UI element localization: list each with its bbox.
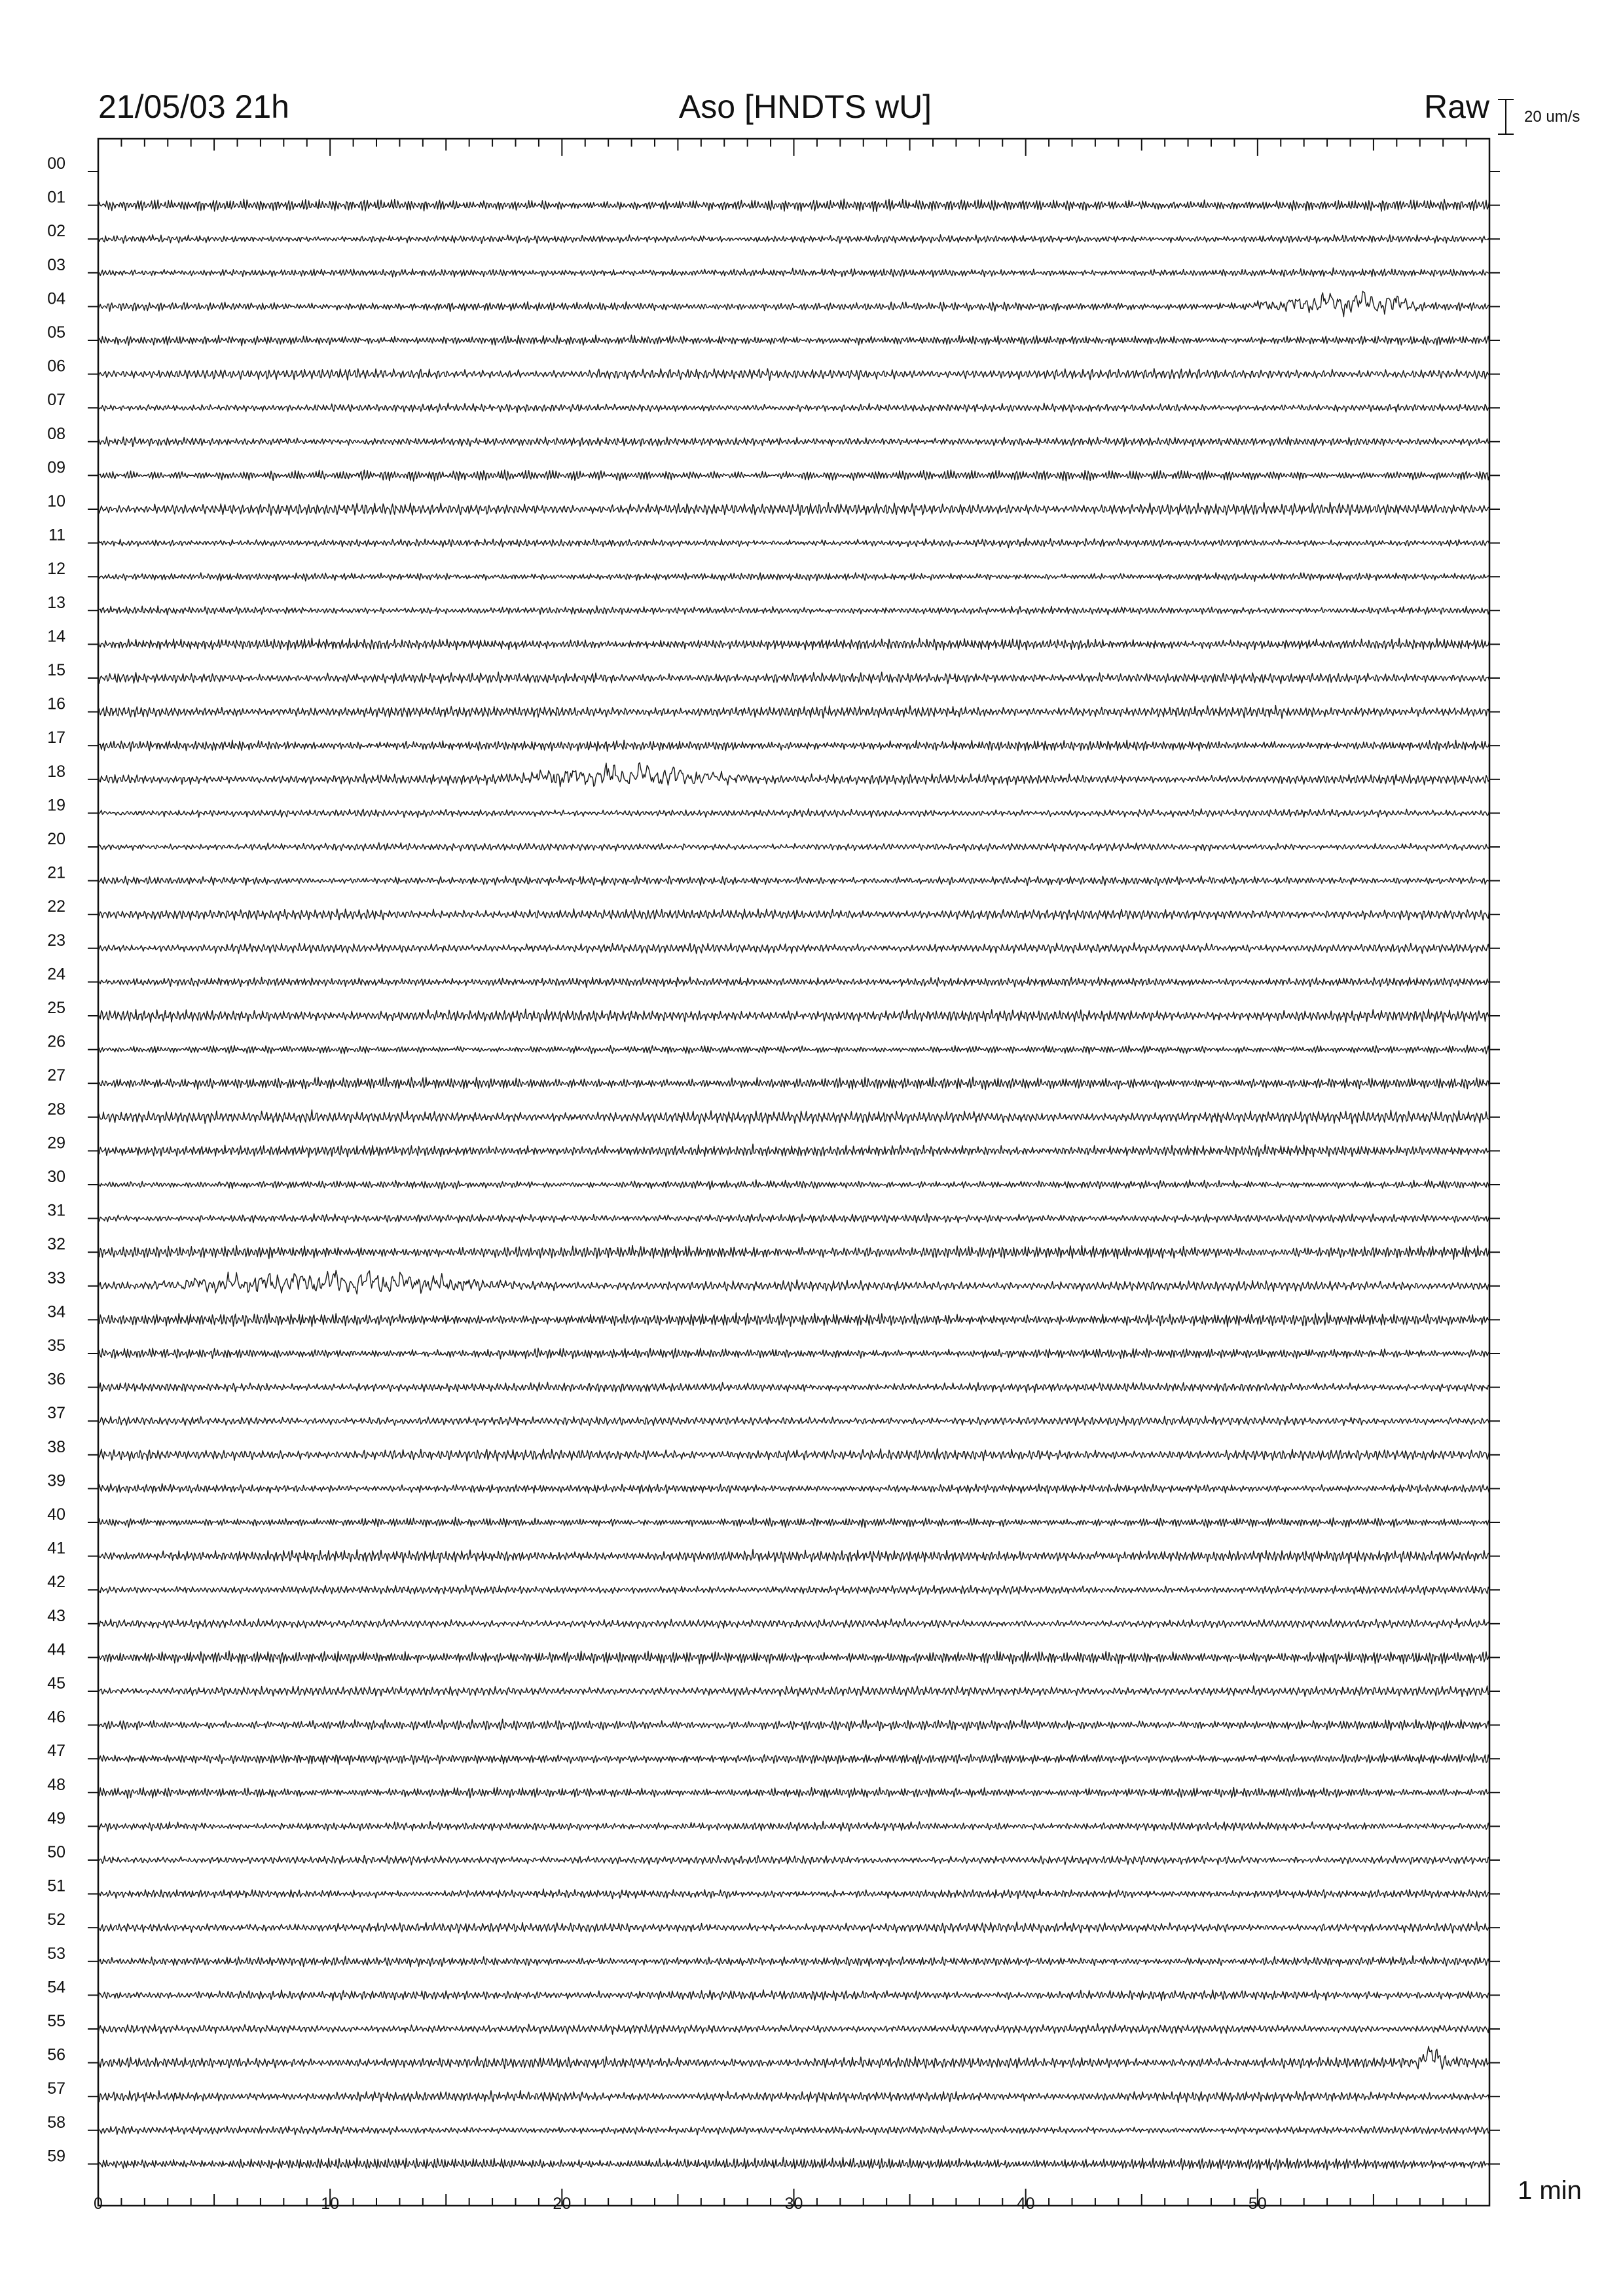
row-label-52: 52 [47,1910,65,1929]
trace-row-29 [98,1144,1489,1157]
row-label-37: 37 [47,1404,65,1423]
trace-row-09 [98,470,1489,481]
row-label-14: 14 [47,627,65,646]
trace-row-41 [98,1549,1489,1563]
row-label-35: 35 [47,1336,65,1355]
trace-row-52 [98,1922,1489,1933]
trace-row-24 [98,977,1489,988]
trace-row-30 [98,1180,1489,1190]
trace-row-46 [98,1719,1489,1731]
row-label-23: 23 [47,931,65,950]
trace-row-27 [98,1077,1489,1090]
row-label-55: 55 [47,2012,65,2030]
trace-row-16 [98,706,1489,719]
trace-row-28 [98,1110,1489,1124]
row-label-54: 54 [47,1978,65,1997]
row-label-33: 33 [47,1268,65,1287]
trace-row-15 [98,672,1489,684]
trace-row-14 [98,638,1489,650]
trace-row-56 [98,2047,1489,2070]
row-label-53: 53 [47,1944,65,1963]
row-label-56: 56 [47,2045,65,2064]
row-label-58: 58 [47,2113,65,2132]
trace-row-06 [98,368,1489,380]
row-label-51: 51 [47,1876,65,1895]
row-label-28: 28 [47,1100,65,1119]
row-label-59: 59 [47,2147,65,2166]
mode-label: Raw [1423,88,1489,125]
row-label-03: 03 [47,255,65,274]
trace-row-47 [98,1753,1489,1765]
trace-row-42 [98,1585,1489,1595]
row-label-24: 24 [47,965,65,984]
x-tick-label-10: 10 [321,2195,340,2213]
row-label-48: 48 [47,1775,65,1794]
trace-row-38 [98,1449,1489,1462]
x-tick-label-40: 40 [1016,2195,1035,2213]
row-label-29: 29 [47,1134,65,1153]
trace-row-34 [98,1313,1489,1327]
row-label-47: 47 [47,1742,65,1761]
row-label-15: 15 [47,661,65,679]
row-label-45: 45 [47,1674,65,1693]
station-title: Aso [HNDTS wU] [678,88,932,125]
trace-row-53 [98,1956,1489,1967]
trace-row-13 [98,606,1489,615]
plot-frame [98,139,1489,2206]
row-label-38: 38 [47,1437,65,1456]
row-label-26: 26 [47,1032,65,1051]
row-label-31: 31 [47,1201,65,1220]
trace-row-25 [98,1009,1489,1022]
trace-row-58 [98,2126,1489,2135]
x-tick-label-30: 30 [784,2195,803,2213]
trace-row-39 [98,1484,1489,1494]
row-label-11: 11 [48,526,65,545]
row-label-10: 10 [47,492,65,511]
row-label-43: 43 [47,1606,65,1625]
trace-row-36 [98,1382,1489,1393]
trace-row-02 [98,235,1489,244]
trace-row-04 [98,291,1489,317]
trace-row-22 [98,909,1489,921]
trace-row-23 [98,943,1489,954]
row-label-12: 12 [47,560,65,579]
tick-marks [88,171,1500,2164]
trace-row-48 [98,1787,1489,1799]
amplitude-scale-label: 20 um/s [1524,108,1580,126]
row-label-06: 06 [47,357,65,376]
row-label-18: 18 [47,762,65,781]
trace-row-49 [98,1821,1489,1831]
row-label-07: 07 [47,391,65,410]
row-label-34: 34 [47,1302,65,1321]
x-tick-label-20: 20 [553,2195,572,2213]
row-label-21: 21 [47,863,65,882]
trace-row-54 [98,1990,1489,2001]
x-tick-label-50: 50 [1248,2195,1267,2213]
row-label-02: 02 [47,222,65,241]
row-label-20: 20 [47,830,65,848]
row-labels [47,154,65,2165]
row-label-08: 08 [47,424,65,443]
row-label-41: 41 [47,1539,65,1558]
trace-row-21 [98,876,1489,886]
trace-row-37 [98,1416,1489,1426]
row-label-25: 25 [47,999,65,1017]
row-label-40: 40 [47,1505,65,1524]
trace-row-05 [98,335,1489,346]
row-label-19: 19 [47,796,65,815]
row-label-05: 05 [47,323,65,342]
row-label-16: 16 [47,694,65,713]
row-label-22: 22 [47,897,65,916]
trace-row-44 [98,1651,1489,1664]
x-axis-unit-label: 1 min [1518,2176,1582,2205]
waveform-traces [98,199,1489,2170]
trace-row-40 [98,1517,1489,1528]
row-label-30: 30 [47,1168,65,1186]
row-label-01: 01 [47,188,65,207]
row-label-36: 36 [47,1370,65,1389]
trace-row-50 [98,1856,1489,1865]
trace-row-57 [98,2090,1489,2103]
row-label-39: 39 [47,1471,65,1490]
trace-row-17 [98,740,1489,751]
trace-row-55 [98,2024,1489,2034]
trace-row-35 [98,1348,1489,1359]
date-hour-label: 21/05/03 21h [98,88,289,125]
trace-row-11 [98,538,1489,547]
trace-row-12 [98,573,1489,581]
trace-row-07 [98,403,1489,412]
x-tick-label-0: 0 [94,2195,103,2213]
row-label-44: 44 [47,1640,65,1659]
row-label-00: 00 [47,154,65,173]
trace-row-45 [98,1686,1489,1697]
trace-row-51 [98,1889,1489,1899]
row-label-27: 27 [47,1066,65,1085]
trace-row-03 [98,268,1489,277]
row-label-57: 57 [47,2079,65,2098]
trace-row-01 [98,199,1489,211]
row-label-50: 50 [47,1843,65,1861]
trace-row-33 [98,1270,1489,1294]
trace-row-10 [98,503,1489,516]
trace-row-31 [98,1213,1489,1223]
trace-row-20 [98,843,1489,852]
trace-row-32 [98,1246,1489,1259]
row-label-32: 32 [47,1235,65,1254]
row-label-04: 04 [47,289,65,308]
trace-row-26 [98,1045,1489,1054]
trace-row-59 [98,2157,1489,2170]
row-label-09: 09 [47,458,65,477]
trace-row-19 [98,809,1489,818]
row-label-13: 13 [47,593,65,612]
trace-row-18 [98,762,1489,787]
trace-row-43 [98,1619,1489,1628]
trace-row-08 [98,437,1489,446]
row-label-17: 17 [47,728,65,747]
x-axis-ticks [94,139,1489,2213]
row-label-49: 49 [47,1809,65,1828]
row-label-46: 46 [47,1708,65,1727]
row-label-42: 42 [47,1573,65,1592]
